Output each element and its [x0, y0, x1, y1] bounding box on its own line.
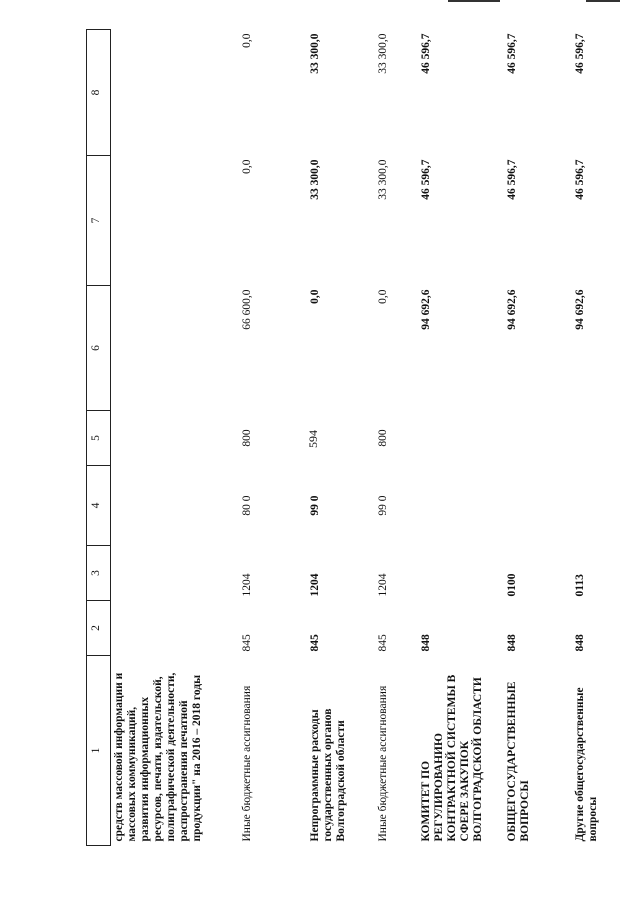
cell-c5	[412, 411, 498, 466]
header-cell: 7	[87, 156, 111, 286]
row-name: Иные бюджетные ассигнования	[241, 685, 253, 842]
cell-c4: 99 0	[309, 495, 321, 516]
header-cell: 1	[87, 656, 111, 846]
cell-c5	[301, 411, 369, 466]
cell-c7: 0,0	[241, 159, 253, 174]
table-row	[369, 30, 412, 846]
cell-c8: 33 300,0	[377, 33, 389, 74]
cell-c2: 845	[309, 634, 321, 652]
cell-c7: 46 596,7	[420, 159, 432, 200]
cell-c6: 94 692,6	[420, 289, 432, 330]
header-cell: 2	[87, 601, 111, 656]
cell-c7: 46 596,7	[574, 159, 586, 200]
header-cell: 8	[87, 30, 111, 156]
row-name: Иные бюджетные ассигнования	[377, 685, 389, 842]
cell-c7: 46 596,7	[506, 159, 518, 200]
table-frame	[86, 30, 627, 846]
cell-c8: 0,0	[241, 33, 253, 48]
rotated-table-container	[86, 30, 627, 846]
cell-c4	[566, 466, 629, 546]
header-cell: 6	[87, 286, 111, 411]
cell-c4: 80 0	[241, 495, 253, 516]
header-cell: 3	[87, 546, 111, 601]
budget-table	[86, 29, 629, 846]
cell-c5: 800	[241, 429, 253, 447]
cell-c6: 0,0	[309, 289, 321, 304]
cell-c4	[498, 466, 566, 546]
cell-c3: 0113	[574, 574, 586, 597]
cell-c6: 94 692,6	[574, 289, 586, 330]
row-name: КОМИТЕТ ПО РЕГУЛИРОВАНИЮ КОНТРАКТНОЙ СИСТЕМЫ В СФЕРЕ ЗАКУПОК ВОЛГОГРАДСКОЙ ОБЛАСТИ	[420, 674, 484, 842]
row-name: Непрограммные расходы государственных органов Волгоградской области	[309, 708, 347, 842]
page-number: 594	[306, 430, 320, 448]
cell-c3: 1204	[309, 573, 321, 597]
cell-c3: 1204	[377, 573, 389, 597]
cell-c6: 66 600,0	[241, 289, 253, 330]
cell-c6: 0,0	[377, 289, 389, 304]
cell-c2: 845	[241, 634, 253, 652]
table-row	[233, 30, 301, 846]
cell-c8: 46 596,7	[574, 33, 586, 74]
table-row	[301, 30, 369, 846]
cell-c2: 845	[377, 634, 389, 652]
cell-c8: 46 596,7	[420, 33, 432, 74]
cell-c5: 800	[377, 429, 389, 447]
cell-c3	[412, 546, 498, 601]
cell-c5	[498, 411, 566, 466]
cell-c5	[566, 411, 629, 466]
cell-c2: 848	[574, 634, 586, 652]
cell-c3: 1204	[241, 573, 253, 597]
scan-edge-mark	[448, 0, 500, 2]
cell-c7: 33 300,0	[377, 159, 389, 200]
cell-c7: 33 300,0	[309, 159, 321, 200]
cell-c8: 46 596,7	[506, 33, 518, 74]
cell-c2: 848	[420, 634, 432, 652]
table-row-continuation	[111, 30, 234, 846]
row-name: ОБЩЕГОСУДАРСТВЕННЫЕ ВОПРОСЫ	[506, 681, 531, 842]
cell-c8: 33 300,0	[309, 33, 321, 74]
row-name: средств массовой информации и массовых коммуникаций, развития информационных ресурсов, печати, издательской, полиграфической деятельности, распространения печатной продукции" на 2016 – 2018 годы	[113, 672, 203, 842]
header-row	[87, 30, 111, 846]
cell-c4: 99 0	[377, 495, 389, 516]
header-cell: 4	[87, 466, 111, 546]
table-row	[566, 30, 629, 846]
table-row	[498, 30, 566, 846]
scan-edge-mark	[586, 0, 620, 2]
cell-c2: 848	[506, 634, 518, 652]
table-row	[412, 30, 498, 846]
cell-c4	[412, 466, 498, 546]
cell-c6: 94 692,6	[506, 289, 518, 330]
header-cell: 5	[87, 411, 111, 466]
row-name: Другие общегосударственные вопросы	[574, 687, 599, 842]
cell-c3: 0100	[506, 573, 518, 597]
